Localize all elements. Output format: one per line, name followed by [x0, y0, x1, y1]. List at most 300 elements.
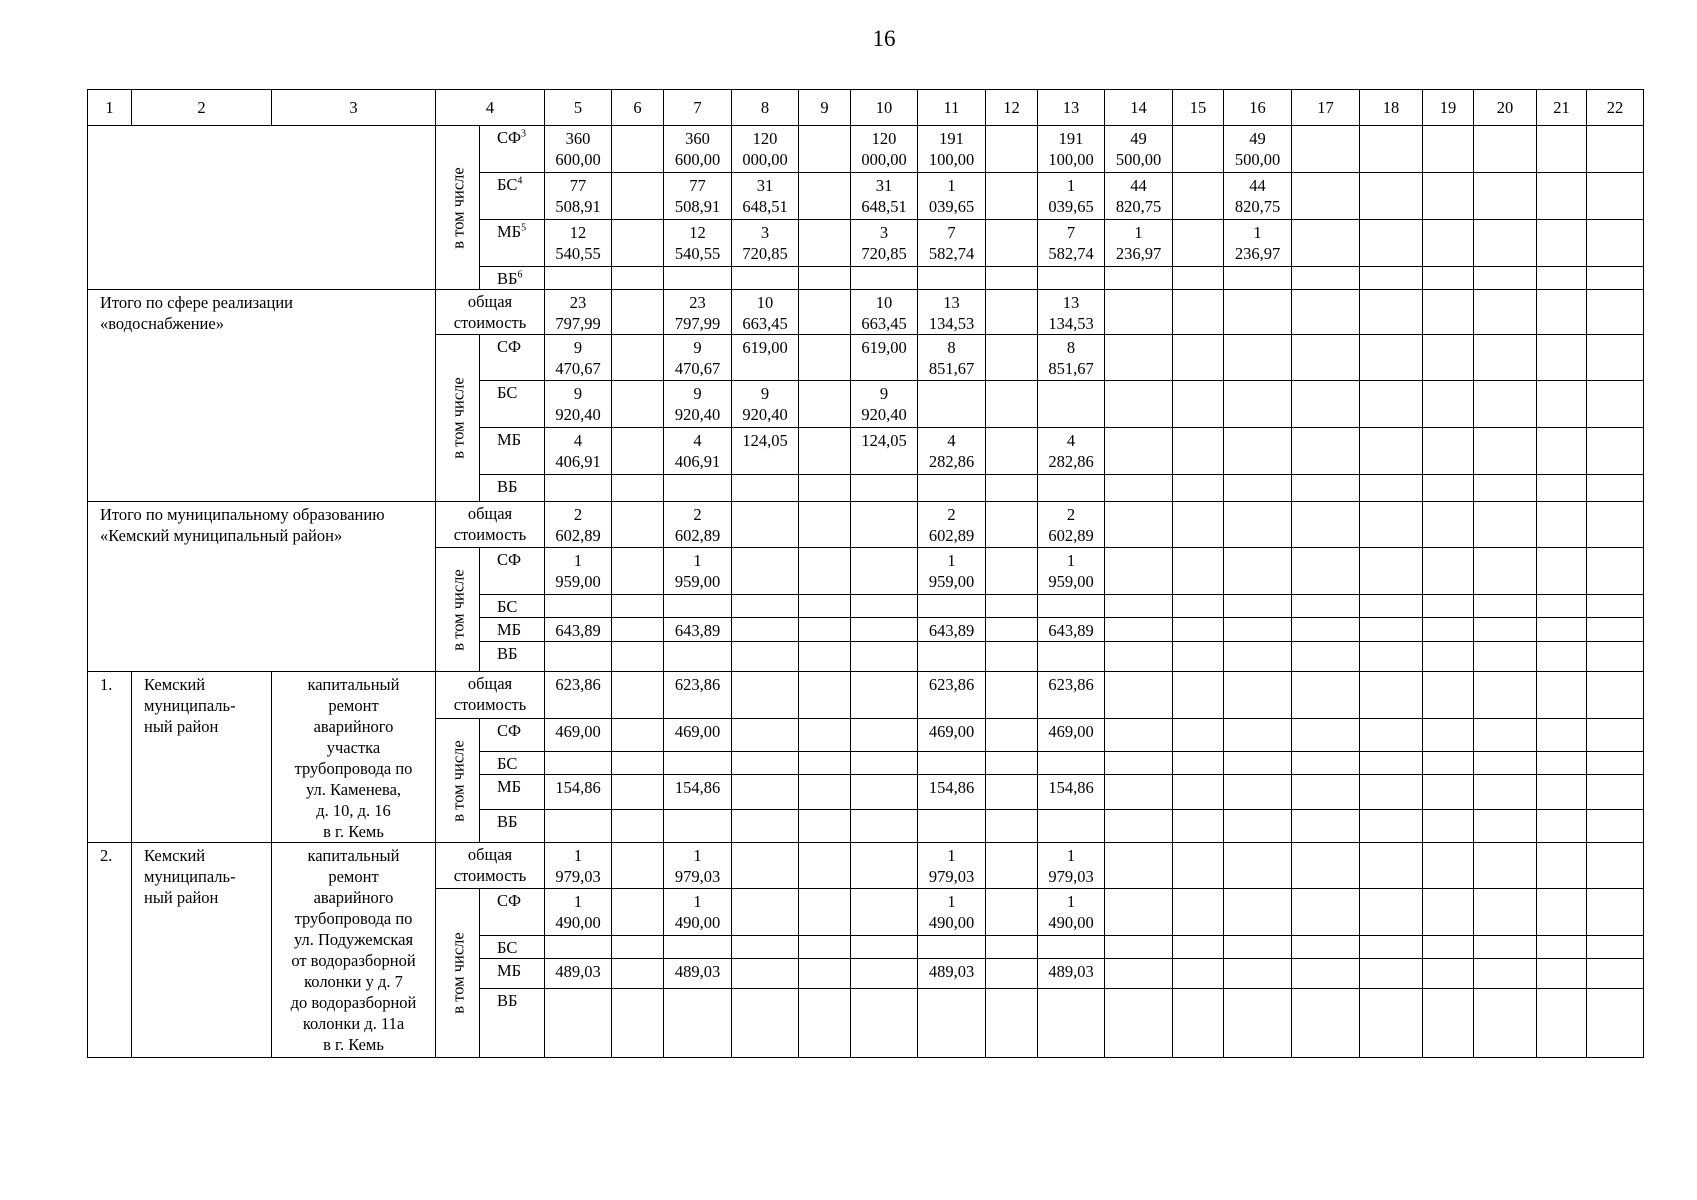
value-cell [1360, 335, 1423, 381]
value-cell [1474, 290, 1537, 335]
value-cell: 154,86 [1038, 775, 1105, 810]
value-cell [1038, 752, 1105, 775]
value-cell [1292, 475, 1360, 502]
table-row [88, 843, 1644, 889]
column-number-18: 18 [1360, 90, 1423, 126]
value-cell [986, 775, 1038, 810]
value-cell [1173, 889, 1224, 936]
funding-source-label [480, 267, 545, 290]
value-cell [1173, 959, 1224, 989]
value-cell [545, 475, 612, 502]
value-cell [1292, 335, 1360, 381]
value-cell [799, 595, 851, 618]
value-cell [1038, 989, 1105, 1058]
value-cell [986, 290, 1038, 335]
value-cell [612, 936, 664, 959]
value-cell [1105, 936, 1173, 959]
value-cell [1423, 502, 1474, 548]
value-cell [1038, 381, 1105, 428]
value-cell [986, 428, 1038, 475]
value-cell [851, 267, 918, 290]
value-cell [1105, 502, 1173, 548]
value-cell [612, 595, 664, 618]
value-cell [1423, 267, 1474, 290]
value-cell [612, 889, 664, 936]
value-cell [1224, 889, 1292, 936]
value-cell [1292, 220, 1360, 267]
value-cell [1474, 173, 1537, 220]
value-cell [1537, 618, 1587, 642]
value-cell [1474, 810, 1537, 843]
funding-source-text: СФ [497, 337, 522, 356]
value-cell [1173, 989, 1224, 1058]
value-cell: 1 490,00 [664, 889, 732, 936]
value-cell [1173, 381, 1224, 428]
value-cell [732, 719, 799, 752]
funding-source-text: МБ [497, 430, 522, 449]
value-cell [1224, 959, 1292, 989]
value-cell [732, 267, 799, 290]
value-cell [1292, 959, 1360, 989]
value-cell [1105, 595, 1173, 618]
value-cell [1360, 936, 1423, 959]
value-cell [1537, 126, 1587, 173]
item-object: капитальный ремонт аварийного участка трубопровода по ул. Каменева, д. 10, д. 16 в г. Кемь [272, 672, 436, 843]
value-cell [1360, 672, 1423, 719]
value-cell [1587, 381, 1644, 428]
value-cell [612, 381, 664, 428]
value-cell [1423, 335, 1474, 381]
value-cell [1292, 989, 1360, 1058]
value-cell: 49 500,00 [1224, 126, 1292, 173]
value-cell [1360, 719, 1423, 752]
value-cell [1587, 290, 1644, 335]
value-cell [545, 267, 612, 290]
value-cell [1587, 126, 1644, 173]
funding-source-text: БС [497, 597, 518, 616]
value-cell [1292, 502, 1360, 548]
value-cell [1105, 642, 1173, 672]
value-cell [1474, 475, 1537, 502]
value-cell [612, 775, 664, 810]
value-cell: 1 959,00 [545, 548, 612, 595]
value-cell [1173, 428, 1224, 475]
value-cell [986, 126, 1038, 173]
value-cell [612, 843, 664, 889]
value-cell [1423, 595, 1474, 618]
value-cell [851, 936, 918, 959]
value-cell [732, 775, 799, 810]
column-number-4: 4 [436, 90, 545, 126]
total-cost-label: общая стоимость [436, 843, 545, 889]
value-cell [1587, 220, 1644, 267]
funding-source-text: ВБ [497, 991, 518, 1010]
value-cell [1587, 775, 1644, 810]
value-cell: 77 508,91 [664, 173, 732, 220]
value-cell: 120 000,00 [851, 126, 918, 173]
value-cell [986, 548, 1038, 595]
value-cell [986, 719, 1038, 752]
funding-source-text: БС [497, 938, 518, 957]
value-cell: 154,86 [664, 775, 732, 810]
value-cell [1474, 752, 1537, 775]
footnote-marker: 4 [517, 175, 523, 187]
value-cell [1423, 989, 1474, 1058]
value-cell [1224, 775, 1292, 810]
value-cell [1537, 752, 1587, 775]
value-cell [986, 642, 1038, 672]
value-cell [1537, 267, 1587, 290]
value-cell [612, 173, 664, 220]
value-cell [1292, 642, 1360, 672]
value-cell [732, 889, 799, 936]
value-cell [851, 672, 918, 719]
value-cell [1587, 475, 1644, 502]
value-cell [1474, 220, 1537, 267]
value-cell [1474, 428, 1537, 475]
value-cell [612, 989, 664, 1058]
value-cell: 8 851,67 [1038, 335, 1105, 381]
value-cell [1587, 843, 1644, 889]
value-cell: 1 490,00 [918, 889, 986, 936]
value-cell: 1 039,65 [1038, 173, 1105, 220]
value-cell: 1 979,03 [664, 843, 732, 889]
value-cell [1292, 618, 1360, 642]
value-cell [918, 936, 986, 959]
value-cell: 191 100,00 [1038, 126, 1105, 173]
value-cell [1224, 290, 1292, 335]
value-cell [1423, 936, 1474, 959]
value-cell [986, 810, 1038, 843]
value-cell [1105, 428, 1173, 475]
funding-source-label [480, 889, 545, 936]
value-cell: 191 100,00 [918, 126, 986, 173]
value-cell [1537, 642, 1587, 672]
value-cell [986, 889, 1038, 936]
value-cell [612, 428, 664, 475]
value-cell [612, 502, 664, 548]
value-cell: 623,86 [664, 672, 732, 719]
value-cell [1474, 595, 1537, 618]
value-cell [851, 719, 918, 752]
value-cell [799, 548, 851, 595]
value-cell [1292, 381, 1360, 428]
value-cell [1173, 719, 1224, 752]
value-cell: 9 470,67 [664, 335, 732, 381]
value-cell [732, 642, 799, 672]
value-cell [1423, 775, 1474, 810]
value-cell: 9 920,40 [732, 381, 799, 428]
value-cell [1173, 502, 1224, 548]
value-cell [1474, 618, 1537, 642]
value-cell [1587, 548, 1644, 595]
value-cell: 12 540,55 [664, 220, 732, 267]
funding-source-text: СФ [497, 891, 522, 910]
value-cell: 4 282,86 [918, 428, 986, 475]
value-cell [1292, 290, 1360, 335]
funding-source-text: БС [497, 383, 518, 402]
funding-source-text: СФ [497, 721, 522, 740]
value-cell [1105, 335, 1173, 381]
value-cell [1587, 989, 1644, 1058]
value-cell [1537, 475, 1587, 502]
value-cell [799, 752, 851, 775]
value-cell: 44 820,75 [1105, 173, 1173, 220]
value-cell [1423, 428, 1474, 475]
value-cell: 10 663,45 [851, 290, 918, 335]
footnote-marker: 5 [521, 222, 527, 234]
column-number-15: 15 [1173, 90, 1224, 126]
value-cell [612, 642, 664, 672]
value-cell: 2 602,89 [545, 502, 612, 548]
funding-source-text: СФ [497, 550, 522, 569]
value-cell [1474, 381, 1537, 428]
vertical-label: в том числе [448, 739, 467, 822]
value-cell: 10 663,45 [732, 290, 799, 335]
funding-source-text: БС [497, 754, 518, 773]
value-cell [1423, 126, 1474, 173]
value-cell [1105, 290, 1173, 335]
value-cell: 619,00 [732, 335, 799, 381]
value-cell: 7 582,74 [918, 220, 986, 267]
value-cell [1173, 936, 1224, 959]
value-cell [851, 475, 918, 502]
column-number-8: 8 [732, 90, 799, 126]
column-number-11: 11 [918, 90, 986, 126]
value-cell [1360, 775, 1423, 810]
value-cell [1038, 936, 1105, 959]
value-cell [1360, 752, 1423, 775]
value-cell [1360, 220, 1423, 267]
value-cell [1360, 618, 1423, 642]
value-cell [799, 989, 851, 1058]
funding-source-text: БС [497, 175, 518, 194]
value-cell: 1 979,03 [918, 843, 986, 889]
value-cell [1105, 810, 1173, 843]
value-cell [1173, 475, 1224, 502]
value-cell: 1 236,97 [1224, 220, 1292, 267]
value-cell [1292, 936, 1360, 959]
value-cell: 489,03 [545, 959, 612, 989]
funding-source-label [480, 548, 545, 595]
value-cell [1537, 595, 1587, 618]
column-number-21: 21 [1537, 90, 1587, 126]
value-cell [918, 989, 986, 1058]
value-cell [664, 475, 732, 502]
value-cell [1105, 475, 1173, 502]
funding-source-text: ВБ [497, 644, 518, 663]
value-cell: 643,89 [1038, 618, 1105, 642]
value-cell [1173, 126, 1224, 173]
value-cell [1537, 220, 1587, 267]
value-cell [612, 618, 664, 642]
vertical-label-cell [436, 719, 480, 843]
value-cell: 469,00 [545, 719, 612, 752]
value-cell [1587, 719, 1644, 752]
value-cell: 1 979,03 [545, 843, 612, 889]
value-cell [1474, 719, 1537, 752]
column-number-9: 9 [799, 90, 851, 126]
value-cell [732, 475, 799, 502]
value-cell [1173, 618, 1224, 642]
value-cell [1173, 752, 1224, 775]
value-cell [799, 475, 851, 502]
value-cell [1474, 843, 1537, 889]
value-cell [986, 936, 1038, 959]
value-cell: 619,00 [851, 335, 918, 381]
value-cell [1537, 719, 1587, 752]
value-cell [545, 810, 612, 843]
value-cell [732, 843, 799, 889]
vertical-label-cell [436, 126, 480, 290]
funding-source-text: МБ [497, 222, 522, 241]
value-cell [1474, 548, 1537, 595]
value-cell [1105, 752, 1173, 775]
value-cell [1360, 475, 1423, 502]
value-cell [664, 989, 732, 1058]
funding-source-label [480, 126, 545, 173]
value-cell [1038, 642, 1105, 672]
value-cell [986, 475, 1038, 502]
value-cell [986, 267, 1038, 290]
value-cell [1423, 548, 1474, 595]
value-cell [1224, 475, 1292, 502]
value-cell [1105, 381, 1173, 428]
funding-source-label [480, 475, 545, 502]
value-cell: 360 600,00 [664, 126, 732, 173]
footnote-marker: 6 [517, 269, 523, 281]
value-cell [1537, 428, 1587, 475]
value-cell [1360, 989, 1423, 1058]
value-cell [1292, 428, 1360, 475]
value-cell [1292, 810, 1360, 843]
value-cell: 643,89 [545, 618, 612, 642]
value-cell: 643,89 [918, 618, 986, 642]
table-row [88, 90, 1644, 126]
value-cell [986, 959, 1038, 989]
value-cell [612, 672, 664, 719]
value-cell [1360, 290, 1423, 335]
value-cell [851, 775, 918, 810]
value-cell [1587, 618, 1644, 642]
value-cell: 9 470,67 [545, 335, 612, 381]
funding-source-label [480, 428, 545, 475]
column-number-16: 16 [1224, 90, 1292, 126]
value-cell [799, 502, 851, 548]
value-cell [1173, 290, 1224, 335]
value-cell [1224, 752, 1292, 775]
value-cell [1173, 335, 1224, 381]
funding-source-text: ВБ [497, 269, 518, 288]
value-cell [612, 267, 664, 290]
value-cell [1360, 502, 1423, 548]
funding-source-text: МБ [497, 961, 522, 980]
value-cell [1360, 889, 1423, 936]
value-cell [918, 810, 986, 843]
value-cell [1292, 719, 1360, 752]
table-row [88, 126, 1644, 173]
value-cell [732, 959, 799, 989]
value-cell [1474, 672, 1537, 719]
value-cell [918, 475, 986, 502]
value-cell [799, 618, 851, 642]
value-cell [545, 752, 612, 775]
value-cell [1587, 428, 1644, 475]
value-cell [799, 775, 851, 810]
vertical-label: в том числе [448, 166, 467, 249]
value-cell: 7 582,74 [1038, 220, 1105, 267]
value-cell [799, 381, 851, 428]
value-cell [1537, 672, 1587, 719]
value-cell [612, 126, 664, 173]
column-number-3: 3 [272, 90, 436, 126]
table-row [88, 502, 1644, 548]
value-cell: 1 490,00 [545, 889, 612, 936]
value-cell [612, 475, 664, 502]
value-cell: 4 282,86 [1038, 428, 1105, 475]
value-cell [986, 381, 1038, 428]
value-cell [1224, 428, 1292, 475]
funding-source-label [480, 936, 545, 959]
value-cell [799, 959, 851, 989]
item-number: 2. [88, 843, 132, 1058]
value-cell: 469,00 [918, 719, 986, 752]
value-cell: 154,86 [918, 775, 986, 810]
value-cell [799, 810, 851, 843]
vertical-label: в том числе [448, 932, 467, 1014]
value-cell [1587, 959, 1644, 989]
value-cell [1537, 989, 1587, 1058]
value-cell: 489,03 [664, 959, 732, 989]
value-cell [664, 267, 732, 290]
value-cell [1423, 889, 1474, 936]
value-cell [1292, 889, 1360, 936]
funding-source-text: МБ [497, 620, 522, 639]
value-cell: 623,86 [918, 672, 986, 719]
value-cell [1105, 959, 1173, 989]
value-cell [918, 752, 986, 775]
value-cell [1360, 173, 1423, 220]
value-cell: 49 500,00 [1105, 126, 1173, 173]
value-cell: 469,00 [664, 719, 732, 752]
item-number: 1. [88, 672, 132, 843]
value-cell [799, 126, 851, 173]
value-cell [1474, 959, 1537, 989]
value-cell [732, 502, 799, 548]
value-cell [1474, 126, 1537, 173]
value-cell [1105, 618, 1173, 642]
table-row [88, 290, 1644, 335]
value-cell: 4 406,91 [664, 428, 732, 475]
value-cell: 4 406,91 [545, 428, 612, 475]
value-cell [1224, 502, 1292, 548]
value-cell [1292, 126, 1360, 173]
value-cell [918, 595, 986, 618]
value-cell [1173, 810, 1224, 843]
value-cell: 23 797,99 [664, 290, 732, 335]
value-cell [1038, 267, 1105, 290]
value-cell: 9 920,40 [664, 381, 732, 428]
value-cell [1423, 843, 1474, 889]
value-cell [1423, 642, 1474, 672]
vertical-label-cell [436, 889, 480, 1058]
value-cell: 154,86 [545, 775, 612, 810]
funding-source-label [480, 618, 545, 642]
column-number-14: 14 [1105, 90, 1173, 126]
value-cell [1423, 381, 1474, 428]
value-cell: 1 959,00 [664, 548, 732, 595]
value-cell [986, 672, 1038, 719]
